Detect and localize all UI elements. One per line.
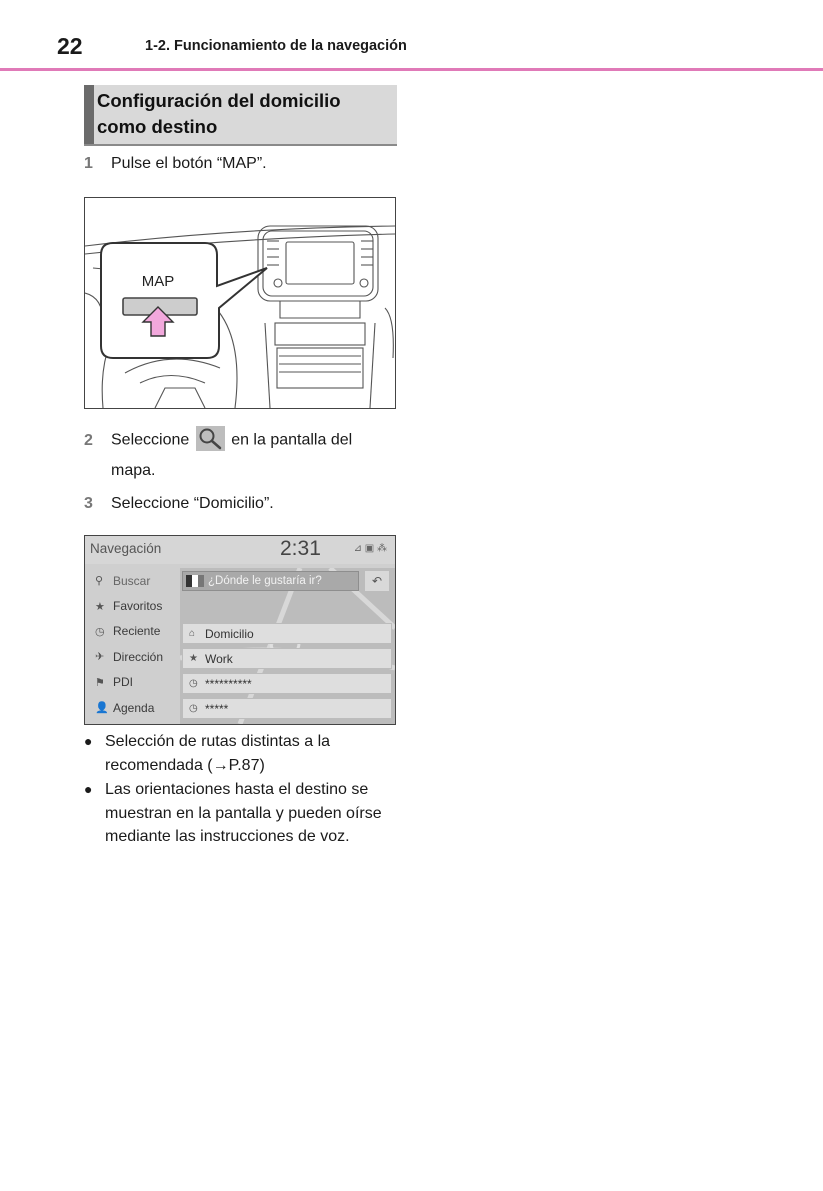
section-heading-bar — [84, 85, 94, 144]
back-button[interactable]: ↶ — [365, 571, 389, 591]
dashboard-illustration — [84, 197, 396, 409]
result-recent-1[interactable] — [182, 673, 392, 694]
clock-icon: ◷ — [189, 678, 198, 689]
nav-menu — [85, 568, 180, 720]
destination-search-input[interactable] — [182, 571, 359, 591]
step-2 — [84, 428, 352, 453]
note-text: Selección de rutas distintas a la recomendada (→P.87) — [105, 733, 331, 774]
result-recent-2[interactable] — [182, 698, 392, 719]
step-text: Pulse el botón “MAP”. — [111, 155, 267, 172]
poi-icon: ⚑ — [95, 676, 105, 689]
section-title-line1: Configuración del domicilio — [97, 90, 341, 111]
menu-item-direccion[interactable] — [85, 644, 180, 669]
result-label: Domicilio — [205, 626, 254, 641]
result-label: ********** — [205, 676, 252, 691]
navigation-screen-illustration — [84, 535, 396, 725]
star-icon: ★ — [189, 653, 198, 664]
menu-item-label: Agenda — [113, 700, 155, 715]
result-label: ***** — [205, 701, 229, 716]
menu-item-buscar[interactable] — [85, 568, 180, 593]
page-number: 22 — [57, 33, 83, 59]
search-icon — [196, 426, 225, 451]
contact-icon: 👤 — [95, 702, 109, 715]
home-icon: ⌂ — [189, 628, 196, 639]
section-heading — [84, 85, 397, 146]
menu-item-label: PDI — [113, 675, 134, 690]
flag-icon — [186, 575, 204, 587]
map-button-label: MAP — [141, 273, 175, 290]
step-2-continuation: mapa. — [111, 462, 156, 479]
nav-clock: 2:31 — [280, 537, 321, 560]
header-rule — [0, 68, 823, 71]
status-icons: ⊿ ▣ ⁂ — [353, 543, 387, 554]
note-item — [84, 730, 394, 777]
menu-item-reciente[interactable] — [85, 619, 180, 644]
note-item — [84, 778, 394, 849]
menu-item-agenda[interactable] — [85, 695, 180, 720]
star-icon: ★ — [95, 600, 105, 613]
menu-item-favoritos[interactable] — [85, 593, 180, 618]
bullet-icon: ● — [84, 733, 93, 749]
menu-item-pdi[interactable] — [85, 670, 180, 695]
menu-item-label: Reciente — [113, 624, 161, 639]
result-work[interactable] — [182, 648, 392, 669]
search-icon: ⚲ — [95, 575, 104, 588]
step-number: 2 — [84, 431, 93, 449]
notes-list — [84, 730, 394, 850]
clock-icon: ◷ — [189, 703, 198, 714]
nav-title: Navegación — [90, 541, 162, 556]
step-text-after: en la pantalla del — [231, 431, 353, 449]
navigation-screen — [85, 536, 395, 724]
result-label: Work — [205, 651, 233, 666]
note-text: Las orientaciones hasta el destino se muestran en la pantalla y pueden oírse mediante las instrucciones de voz. — [105, 781, 382, 845]
step-text: Seleccione “Domicilio”. — [111, 495, 274, 512]
result-domicilio[interactable] — [182, 623, 392, 644]
step-3 — [84, 495, 274, 513]
section-title-line2: como destino — [97, 116, 218, 137]
step-number: 1 — [84, 155, 93, 172]
step-text-before: Seleccione — [111, 431, 190, 449]
menu-item-label: Dirección — [113, 649, 164, 664]
bullet-icon: ● — [84, 781, 93, 797]
section-title — [97, 88, 387, 140]
menu-item-label: Favoritos — [113, 599, 163, 614]
clock-icon: ◷ — [95, 625, 105, 638]
dashboard-drawing — [85, 198, 395, 408]
step-1 — [84, 155, 267, 173]
step-number: 3 — [84, 495, 93, 512]
nav-top-bar — [85, 536, 395, 564]
search-placeholder: ¿Dónde le gustaría ir? — [208, 575, 322, 587]
menu-item-label: Buscar — [113, 573, 151, 588]
address-icon: ✈ — [95, 651, 105, 664]
running-title: 1-2. Funcionamiento de la navegación — [145, 38, 407, 54]
